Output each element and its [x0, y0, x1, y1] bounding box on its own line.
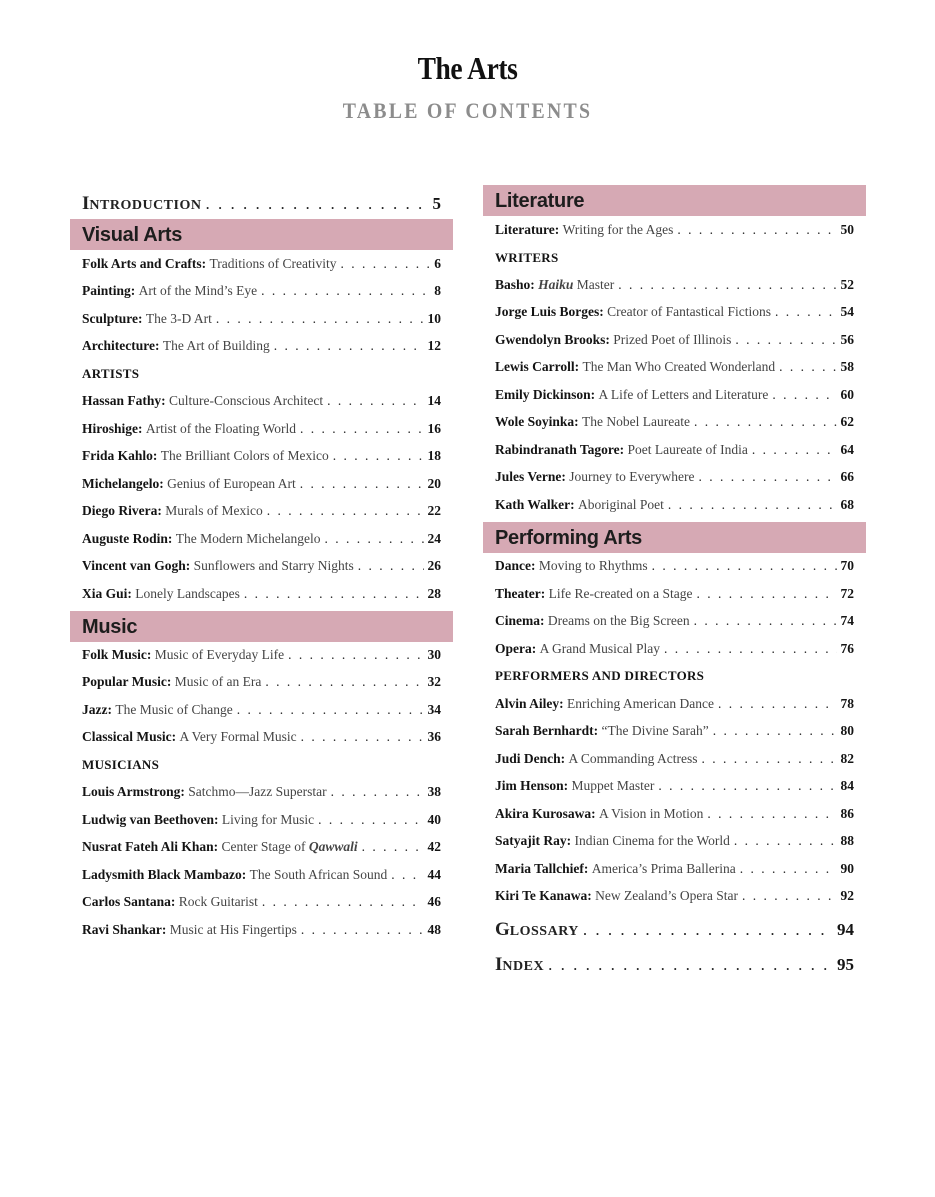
- dot-leader: [205, 194, 428, 214]
- entry-name: Gwendolyn Brooks: [495, 332, 606, 347]
- entry-desc: The Nobel Laureate: [582, 414, 690, 429]
- toc-entry[interactable]: Dance: Moving to Rhythms . . . 70: [495, 558, 854, 578]
- page-number: 95: [837, 955, 854, 974]
- dot-leader: [318, 812, 423, 828]
- entry-name: Frida Kahlo: [82, 448, 153, 463]
- dot-leader: [261, 283, 430, 299]
- toc-entry[interactable]: Akira Kurosawa: A Vision in Motion . . . 86: [495, 806, 854, 826]
- dot-leader: [742, 888, 837, 904]
- dot-leader: [333, 448, 424, 464]
- entry-name: Maria Tallchief: [495, 861, 584, 876]
- page-number: 84: [840, 778, 854, 793]
- dot-leader: [237, 702, 424, 718]
- toc-entry[interactable]: Michelangelo: Genius of European Art . . . 20: [82, 476, 441, 496]
- dot-leader: [341, 256, 431, 272]
- entry-desc: Murals of Mexico: [165, 503, 263, 518]
- dot-leader: [779, 359, 836, 375]
- entry-desc: Genius of European Art: [167, 476, 296, 491]
- page-number: 18: [427, 448, 441, 463]
- entry-name: Jules Verne: [495, 469, 562, 484]
- toc-entry[interactable]: Basho: Haiku Master . . . 52: [495, 277, 854, 297]
- entry-desc: Lonely Landscapes: [135, 586, 240, 601]
- entry-desc: “The Divine Sarah”: [601, 723, 709, 738]
- entry-desc: The South African Sound: [249, 867, 388, 882]
- page-number: 60: [840, 387, 854, 402]
- entry-name: Michelangelo: [82, 476, 160, 491]
- toc-entry[interactable]: Folk Music: Music of Everyday Life . . . 30: [82, 647, 441, 667]
- entry-desc: Center Stage of: [221, 839, 309, 854]
- dot-leader: [301, 922, 424, 938]
- toc-entry[interactable]: Sarah Bernhardt: “The Divine Sarah” . . . 80: [495, 723, 854, 743]
- dot-leader: [694, 613, 837, 629]
- entry-initial: G: [495, 919, 510, 940]
- dot-leader: [658, 778, 836, 794]
- entry-desc: A Vision in Motion: [599, 806, 704, 821]
- dot-leader: [244, 586, 424, 602]
- dot-leader: [267, 503, 424, 519]
- toc-entry[interactable]: Xia Gui: Lonely Landscapes . . . 28: [82, 586, 441, 606]
- entry-name: Jim Henson: [495, 778, 564, 793]
- dot-leader: [713, 723, 837, 739]
- entry-name: Sarah Bernhardt: [495, 723, 594, 738]
- entry-name: Nusrat Fateh Ali Khan: [82, 839, 214, 854]
- entry-desc: Poet Laureate of India: [627, 442, 748, 457]
- page-number: 36: [427, 729, 441, 744]
- entry-name: Kath Walker: [495, 497, 571, 512]
- entry-name: Xia Gui: [82, 586, 128, 601]
- dot-leader: [274, 338, 424, 354]
- toc-entry[interactable]: Gwendolyn Brooks: Prized Poet of Illinois . . . 56: [495, 332, 854, 352]
- page-number: 28: [427, 586, 441, 601]
- page-title: The Arts: [417, 50, 518, 86]
- page-number: 24: [427, 531, 441, 546]
- entry-name: Cinema: [495, 613, 540, 628]
- dot-leader: [707, 806, 836, 822]
- page-number: 52: [840, 277, 854, 292]
- entry-name: Carlos Santana: [82, 894, 171, 909]
- entry-initial: I: [82, 193, 90, 214]
- entry-name: Judi Dench: [495, 751, 561, 766]
- entry-name: Satyajit Ray: [495, 833, 567, 848]
- entry-desc: A Grand Musical Play: [539, 641, 660, 656]
- dot-leader: [652, 558, 837, 574]
- page-number: 62: [840, 414, 854, 429]
- dot-leader: [668, 497, 837, 513]
- entry-desc: Master: [573, 277, 615, 292]
- dot-leader: [358, 558, 424, 574]
- entry-name: Ravi Shankar: [82, 922, 162, 937]
- page-number: 70: [840, 558, 854, 573]
- entry-name: Painting: [82, 283, 131, 298]
- entry-name: Basho: [495, 277, 531, 292]
- entry-desc: Prized Poet of Illinois: [613, 332, 732, 347]
- dot-leader: [300, 421, 423, 437]
- page-number: 68: [840, 497, 854, 512]
- entry-desc: Journey to Everywhere: [569, 469, 695, 484]
- dot-leader: [362, 839, 424, 855]
- section-heading-music: Music: [70, 611, 453, 642]
- dot-leader: [734, 833, 837, 849]
- entry-name: Popular Music: [82, 674, 167, 689]
- toc-entry[interactable]: Classical Music: A Very Formal Music . . . 36: [82, 729, 441, 749]
- page-number: 56: [840, 332, 854, 347]
- entry-desc: Sunflowers and Starry Nights: [193, 558, 354, 573]
- entry-desc: Dreams on the Big Screen: [547, 613, 690, 628]
- sub-heading-artists: ARTISTS: [82, 366, 140, 381]
- toc-entry[interactable]: Jazz: The Music of Change . . . 34: [82, 702, 441, 722]
- entry-desc: Artist of the Floating World: [145, 421, 297, 436]
- entry-desc: Indian Cinema for the World: [574, 833, 730, 848]
- entry-name: Architecture: [82, 338, 155, 353]
- toc-entry[interactable]: Rabindranath Tagore: Poet Laureate of India . . . 64: [495, 442, 854, 462]
- entry-desc: Aboriginal Poet: [578, 497, 664, 512]
- dot-leader: [391, 867, 423, 883]
- page-number: 20: [427, 476, 441, 491]
- entry-desc: Enriching American Dance: [567, 696, 714, 711]
- entry-desc-italic: Qawwali: [308, 839, 358, 854]
- dot-leader: [740, 861, 837, 877]
- dot-leader: [735, 332, 836, 348]
- toc-entry[interactable]: Vincent van Gogh: Sunflowers and Starry Nights . . . 26: [82, 558, 441, 578]
- page-number: 46: [427, 894, 441, 909]
- toc-entry[interactable]: Hassan Fathy: Culture-Conscious Architect . . . 14: [82, 393, 441, 413]
- entry-name: Sculpture: [82, 311, 139, 326]
- entry-name: Kiri Te Kanawa: [495, 888, 588, 903]
- toc-entry[interactable]: Jim Henson: Muppet Master . . . 84: [495, 778, 854, 798]
- page-number: 14: [427, 393, 441, 408]
- toc-entry[interactable]: Theater: Life Re-created on a Stage . . . 72: [495, 586, 854, 606]
- page-number: 30: [427, 647, 441, 662]
- entry-desc: Satchmo—Jazz Superstar: [188, 784, 327, 799]
- page-number: 32: [427, 674, 441, 689]
- dot-leader: [288, 647, 423, 663]
- entry-name: Lewis Carroll: [495, 359, 575, 374]
- entry-name: Folk Arts and Crafts: [82, 256, 202, 271]
- toc-entry[interactable]: Emily Dickinson: A Life of Letters and Literature . . . 60: [495, 387, 854, 407]
- entry-desc: Moving to Rhythms: [538, 558, 648, 573]
- page-number: 54: [840, 304, 854, 319]
- toc-entry[interactable]: Auguste Rodin: The Modern Michelangelo . . . 24: [82, 531, 441, 551]
- entry-desc: Writing for the Ages: [562, 222, 674, 237]
- toc-entry-glossary[interactable]: [495, 919, 854, 939]
- sub-heading-musicians: MUSICIANS: [82, 757, 160, 772]
- toc-entry[interactable]: Wole Soyinka: The Nobel Laureate . . . 62: [495, 414, 854, 434]
- toc-entry[interactable]: Judi Dench: A Commanding Actress . . . 82: [495, 751, 854, 771]
- toc-entry[interactable]: Jules Verne: Journey to Everywhere . . . 66: [495, 469, 854, 489]
- page-number: 80: [840, 723, 854, 738]
- section-heading-literature: Literature: [483, 185, 866, 216]
- entry-desc: Creator of Fantastical Fictions: [607, 304, 771, 319]
- entry-desc: Muppet Master: [571, 778, 655, 793]
- page-number: 86: [840, 806, 854, 821]
- toc-entry[interactable]: Alvin Ailey: Enriching American Dance . . . 78: [495, 696, 854, 716]
- entry-desc: The Art of Building: [162, 338, 270, 353]
- toc-entry[interactable]: Sculpture: The 3-D Art . . . 10: [82, 311, 441, 331]
- dot-leader: [324, 531, 423, 547]
- dot-leader: [702, 751, 837, 767]
- entry-name: Hassan Fathy: [82, 393, 162, 408]
- toc-entry[interactable]: Hiroshige: Artist of the Floating World . . . 16: [82, 421, 441, 441]
- toc-entry[interactable]: Opera: A Grand Musical Play . . . 76: [495, 641, 854, 661]
- page-subtitle: TABLE OF CONTENTS: [342, 98, 593, 123]
- entry-desc: A Very Formal Music: [179, 729, 297, 744]
- page-number: 12: [427, 338, 441, 353]
- page-number: 34: [427, 702, 441, 717]
- entry-desc: The 3-D Art: [145, 311, 212, 326]
- toc-entry[interactable]: Ludwig van Beethoven: Living for Music . . . 40: [82, 812, 441, 832]
- dot-leader: [262, 894, 424, 910]
- dot-leader: [752, 442, 837, 458]
- entry-name: Hiroshige: [82, 421, 139, 436]
- entry-name: Diego Rivera: [82, 503, 158, 518]
- dot-leader: [265, 674, 423, 690]
- entry-name: Emily Dickinson: [495, 387, 591, 402]
- entry-desc-italic: Haiku: [538, 277, 574, 292]
- entry-desc: The Modern Michelangelo: [175, 531, 321, 546]
- toc-entry[interactable]: Painting: Art of the Mind’s Eye . . . 8: [82, 283, 441, 303]
- toc-entry[interactable]: Lewis Carroll: The Man Who Created Wonderland . . . 58: [495, 359, 854, 379]
- entry-desc: The Music of Change: [115, 702, 233, 717]
- toc-entry[interactable]: Architecture: The Art of Building . . . 12: [82, 338, 441, 358]
- entry-desc: Life Re-created on a Stage: [548, 586, 693, 601]
- page-number: 90: [840, 861, 854, 876]
- dot-leader: [583, 920, 833, 940]
- toc-entry[interactable]: Carlos Santana: Rock Guitarist . . . 46: [82, 894, 441, 914]
- toc-entry[interactable]: Ladysmith Black Mambazo: The South African Sound . . . 44: [82, 867, 441, 887]
- page-number: 74: [840, 613, 854, 628]
- dot-leader: [664, 641, 837, 657]
- entry-desc: Culture-Conscious Architect: [169, 393, 324, 408]
- page-number: 82: [840, 751, 854, 766]
- page-number: 5: [432, 194, 441, 213]
- entry-name: Rabindranath Tagore: [495, 442, 620, 457]
- entry-name: Vincent van Gogh: [82, 558, 186, 573]
- entry-initial: I: [495, 954, 503, 975]
- sub-heading-performers: PERFORMERS AND DIRECTORS: [495, 668, 705, 683]
- toc-entry[interactable]: Popular Music: Music of an Era . . . 32: [82, 674, 441, 694]
- entry-name: Folk Music: [82, 647, 147, 662]
- entry-label: LOSSARY: [509, 924, 579, 939]
- toc-entry[interactable]: Diego Rivera: Murals of Mexico . . . 22: [82, 503, 441, 523]
- page-number: 64: [840, 442, 854, 457]
- page-number: 22: [427, 503, 441, 518]
- page-number: 40: [427, 812, 441, 827]
- entry-name: Jazz: [82, 702, 108, 717]
- toc-entry[interactable]: Frida Kahlo: The Brilliant Colors of Mexico . . . 18: [82, 448, 441, 468]
- toc-entry[interactable]: Folk Arts and Crafts: Traditions of Creativity . . . 6: [82, 256, 441, 276]
- page-number: 6: [434, 256, 441, 271]
- page-number: 50: [840, 222, 854, 237]
- page-number: 16: [427, 421, 441, 436]
- dot-leader: [327, 393, 423, 409]
- entry-name: Akira Kurosawa: [495, 806, 592, 821]
- entry-desc: Traditions of Creativity: [209, 256, 337, 271]
- sub-heading-writers: WRITERS: [495, 250, 559, 265]
- entry-desc: Rock Guitarist: [178, 894, 258, 909]
- toc-entry[interactable]: Ravi Shankar: Music at His Fingertips . . . 48: [82, 922, 441, 942]
- dot-leader: [772, 387, 836, 403]
- entry-name: Louis Armstrong: [82, 784, 181, 799]
- toc-entry[interactable]: Louis Armstrong: Satchmo—Jazz Superstar . . . 38: [82, 784, 441, 804]
- page-number: 48: [427, 922, 441, 937]
- dot-leader: [216, 311, 424, 327]
- toc-entry[interactable]: Satyajit Ray: Indian Cinema for the World . . . 88: [495, 833, 854, 853]
- entry-label: NTRODUCTION: [89, 198, 202, 213]
- entry-desc: America’s Prima Ballerina: [591, 861, 736, 876]
- entry-name: Classical Music: [82, 729, 172, 744]
- page-number: 78: [840, 696, 854, 711]
- page-number: 66: [840, 469, 854, 484]
- entry-name: Alvin Ailey: [495, 696, 560, 711]
- dot-leader: [301, 729, 424, 745]
- dot-leader: [331, 784, 424, 800]
- page-number: 42: [427, 839, 441, 854]
- entry-desc: Music of an Era: [174, 674, 262, 689]
- entry-name: Dance: [495, 558, 531, 573]
- toc-entry[interactable]: Nusrat Fateh Ali Khan: Center Stage of Qawwali . . . 42: [82, 839, 441, 859]
- entry-desc: A Life of Letters and Literature: [598, 387, 769, 402]
- section-heading-visual-arts: Visual Arts: [70, 219, 453, 250]
- page-number: 26: [427, 558, 441, 573]
- entry-name: Jorge Luis Borges: [495, 304, 600, 319]
- page-number: 44: [427, 867, 441, 882]
- page-number: 10: [427, 311, 441, 326]
- entry-name: Literature: [495, 222, 555, 237]
- dot-leader: [697, 586, 837, 602]
- toc-entry[interactable]: Kiri Te Kanawa: New Zealand’s Opera Star . . . 92: [495, 888, 854, 908]
- page-number: 92: [840, 888, 854, 903]
- dot-leader: [548, 955, 833, 975]
- entry-desc: Music of Everyday Life: [154, 647, 285, 662]
- entry-desc: A Commanding Actress: [568, 751, 698, 766]
- section-heading-performing-arts: Performing Arts: [483, 522, 866, 553]
- dot-leader: [698, 469, 836, 485]
- dot-leader: [775, 304, 837, 320]
- entry-desc: The Brilliant Colors of Mexico: [160, 448, 329, 463]
- toc-entry[interactable]: Jorge Luis Borges: Creator of Fantastical Fictions . . . 54: [495, 304, 854, 324]
- entry-name: Ladysmith Black Mambazo: [82, 867, 242, 882]
- entry-desc: The Man Who Created Wonderland: [582, 359, 776, 374]
- page-number: 58: [840, 359, 854, 374]
- dot-leader: [694, 414, 837, 430]
- toc-entry-introduction[interactable]: [82, 193, 441, 213]
- page-number: 94: [837, 920, 854, 939]
- page-number: 8: [434, 283, 441, 298]
- entry-label: NDEX: [502, 959, 545, 974]
- toc-entry[interactable]: Maria Tallchief: America’s Prima Ballerina . . . 90: [495, 861, 854, 881]
- dot-leader: [718, 696, 837, 712]
- entry-name: Theater: [495, 586, 541, 601]
- dot-leader: [300, 476, 424, 492]
- entry-desc: Living for Music: [221, 812, 315, 827]
- toc-entry-index[interactable]: [495, 954, 854, 974]
- entry-desc: Music at His Fingertips: [169, 922, 297, 937]
- page-number: 88: [840, 833, 854, 848]
- entry-desc: New Zealand’s Opera Star: [595, 888, 738, 903]
- toc-entry[interactable]: Literature: Writing for the Ages . . . 50: [495, 222, 854, 242]
- entry-name: Auguste Rodin: [82, 531, 168, 546]
- entry-name: Wole Soyinka: [495, 414, 575, 429]
- entry-name: Opera: [495, 641, 532, 656]
- toc-entry[interactable]: Cinema: Dreams on the Big Screen . . . 74: [495, 613, 854, 633]
- toc-entry[interactable]: Kath Walker: Aboriginal Poet . . . 68: [495, 497, 854, 517]
- page-number: 72: [840, 586, 854, 601]
- dot-leader: [618, 277, 836, 293]
- dot-leader: [677, 222, 836, 238]
- entry-name: Ludwig van Beethoven: [82, 812, 215, 827]
- entry-desc: Art of the Mind’s Eye: [138, 283, 258, 298]
- page-number: 76: [840, 641, 854, 656]
- page-number: 38: [427, 784, 441, 799]
